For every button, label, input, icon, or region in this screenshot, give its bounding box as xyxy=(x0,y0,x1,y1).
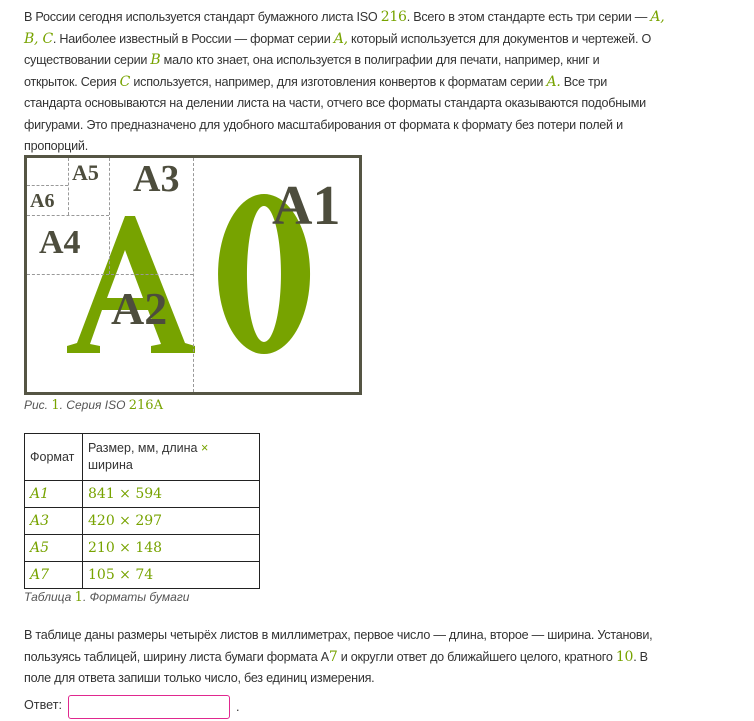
divider-a4 xyxy=(68,158,69,215)
text-line xyxy=(24,7,664,29)
text-segment: Все три xyxy=(560,74,608,89)
text-segment: пропорций. xyxy=(24,139,88,153)
text-line xyxy=(24,115,664,137)
text-segment: В таблице даны размеры четырёх листов в миллиметрах, первое число — длина, второе — ширина. Установи, xyxy=(24,628,653,642)
table-caption xyxy=(24,590,189,605)
size-cell xyxy=(83,535,260,562)
text-line xyxy=(24,647,652,669)
table-row xyxy=(25,535,260,562)
text-line xyxy=(24,29,664,51)
caption-text: . Форматы бумаги xyxy=(82,590,190,604)
paper-formats-table xyxy=(24,433,260,589)
math-inline: B, C xyxy=(24,30,53,47)
header-size xyxy=(83,434,260,481)
size-cell xyxy=(83,481,260,508)
text-line xyxy=(24,72,664,94)
label-a5: A5 xyxy=(72,160,99,185)
answer-label: Ответ: xyxy=(24,698,62,712)
text-segment: который используется для документов и чертежей. О xyxy=(347,31,651,46)
format-value: A1 xyxy=(30,486,50,502)
divider-a2 xyxy=(109,158,110,274)
label-a1: A1 xyxy=(272,175,341,237)
math-inline: C xyxy=(119,73,131,90)
caption-number: 1 xyxy=(51,398,60,413)
text-segment: поле для ответа запиши только число, без единиц измерения. xyxy=(24,671,375,685)
size-value: 420 × 297 xyxy=(88,513,163,529)
text-segment: стандарта основываются на делении листа на части, отчего все форматы стандарта оказываются подобными xyxy=(24,96,646,110)
format-value: A7 xyxy=(30,567,50,583)
divider-a0 xyxy=(193,158,194,392)
header-size-text: Размер, мм, длина xyxy=(88,441,198,455)
size-cell xyxy=(83,562,260,589)
math-inline: A, xyxy=(333,30,348,47)
text-line xyxy=(24,668,652,690)
size-value: 841 × 594 xyxy=(88,486,163,502)
math-inline: 216 xyxy=(380,9,407,25)
table-row xyxy=(25,562,260,589)
table-header-row xyxy=(25,434,260,481)
text-segment: В России сегодня используется стандарт бумажного листа ISO xyxy=(24,10,381,24)
label-a4: A4 xyxy=(39,224,81,261)
text-segment: фигурами. Это предназначено для удобного масштабирования от формата к формату без потери полей и xyxy=(24,117,623,132)
caption-prefix: Таблица xyxy=(24,590,75,604)
format-value: A5 xyxy=(30,540,50,556)
text-line xyxy=(24,93,664,115)
text-segment: используется, например, для изготовления конвертов к форматам серии xyxy=(130,74,547,89)
table-row xyxy=(25,481,260,508)
math-inline: 7 xyxy=(328,648,338,665)
format-cell xyxy=(25,562,83,589)
text-line xyxy=(24,50,664,72)
text-segment: мало кто знает, она используется в полиграфии для печати, например, книг и xyxy=(160,53,600,67)
text-segment: пользуясь таблицей, ширину листа бумаги формата А xyxy=(24,649,329,664)
text-segment: . Всего в этом стандарте есть три серии — xyxy=(406,10,651,24)
format-cell xyxy=(25,535,83,562)
caption-prefix: Рис. xyxy=(24,398,52,412)
divider-a3 xyxy=(27,215,109,216)
size-cell xyxy=(83,508,260,535)
math-inline: A, xyxy=(650,9,665,25)
size-value: 105 × 74 xyxy=(88,567,154,583)
format-cell xyxy=(25,481,83,508)
label-a6: A6 xyxy=(30,190,55,212)
caption-math: 216A xyxy=(128,398,163,413)
math-inline: B xyxy=(150,52,161,68)
iso-216-figure xyxy=(24,155,362,395)
math-inline: A. xyxy=(546,73,561,90)
task-paragraph xyxy=(24,625,652,690)
text-segment: и округли ответ до ближайшего целого, кратного xyxy=(337,649,616,664)
label-a3: A3 xyxy=(133,158,180,200)
format-cell xyxy=(25,508,83,535)
text-segment: . В xyxy=(633,649,648,664)
divider-a1 xyxy=(27,274,193,275)
math-inline: 10 xyxy=(615,648,634,665)
text-segment: существовании серии xyxy=(24,53,151,67)
intro-paragraph xyxy=(24,7,664,158)
answer-input[interactable] xyxy=(68,695,230,719)
table-row xyxy=(25,508,260,535)
text-segment: . Наиболее известный в России — формат серии xyxy=(52,31,334,46)
figure-caption xyxy=(24,398,163,413)
label-a2: A2 xyxy=(111,283,168,334)
times-sign: × xyxy=(200,441,209,455)
divider-a5 xyxy=(27,185,68,186)
caption-text: . Серия ISO xyxy=(59,398,129,412)
answer-suffix: . xyxy=(236,700,240,714)
size-value: 210 × 148 xyxy=(88,540,163,556)
header-format: Формат xyxy=(25,434,83,481)
format-value: A3 xyxy=(30,513,50,529)
text-segment: открыток. Серия xyxy=(24,74,120,89)
caption-number: 1 xyxy=(74,590,83,605)
header-width-text: ширина xyxy=(88,458,133,472)
text-line xyxy=(24,625,652,647)
